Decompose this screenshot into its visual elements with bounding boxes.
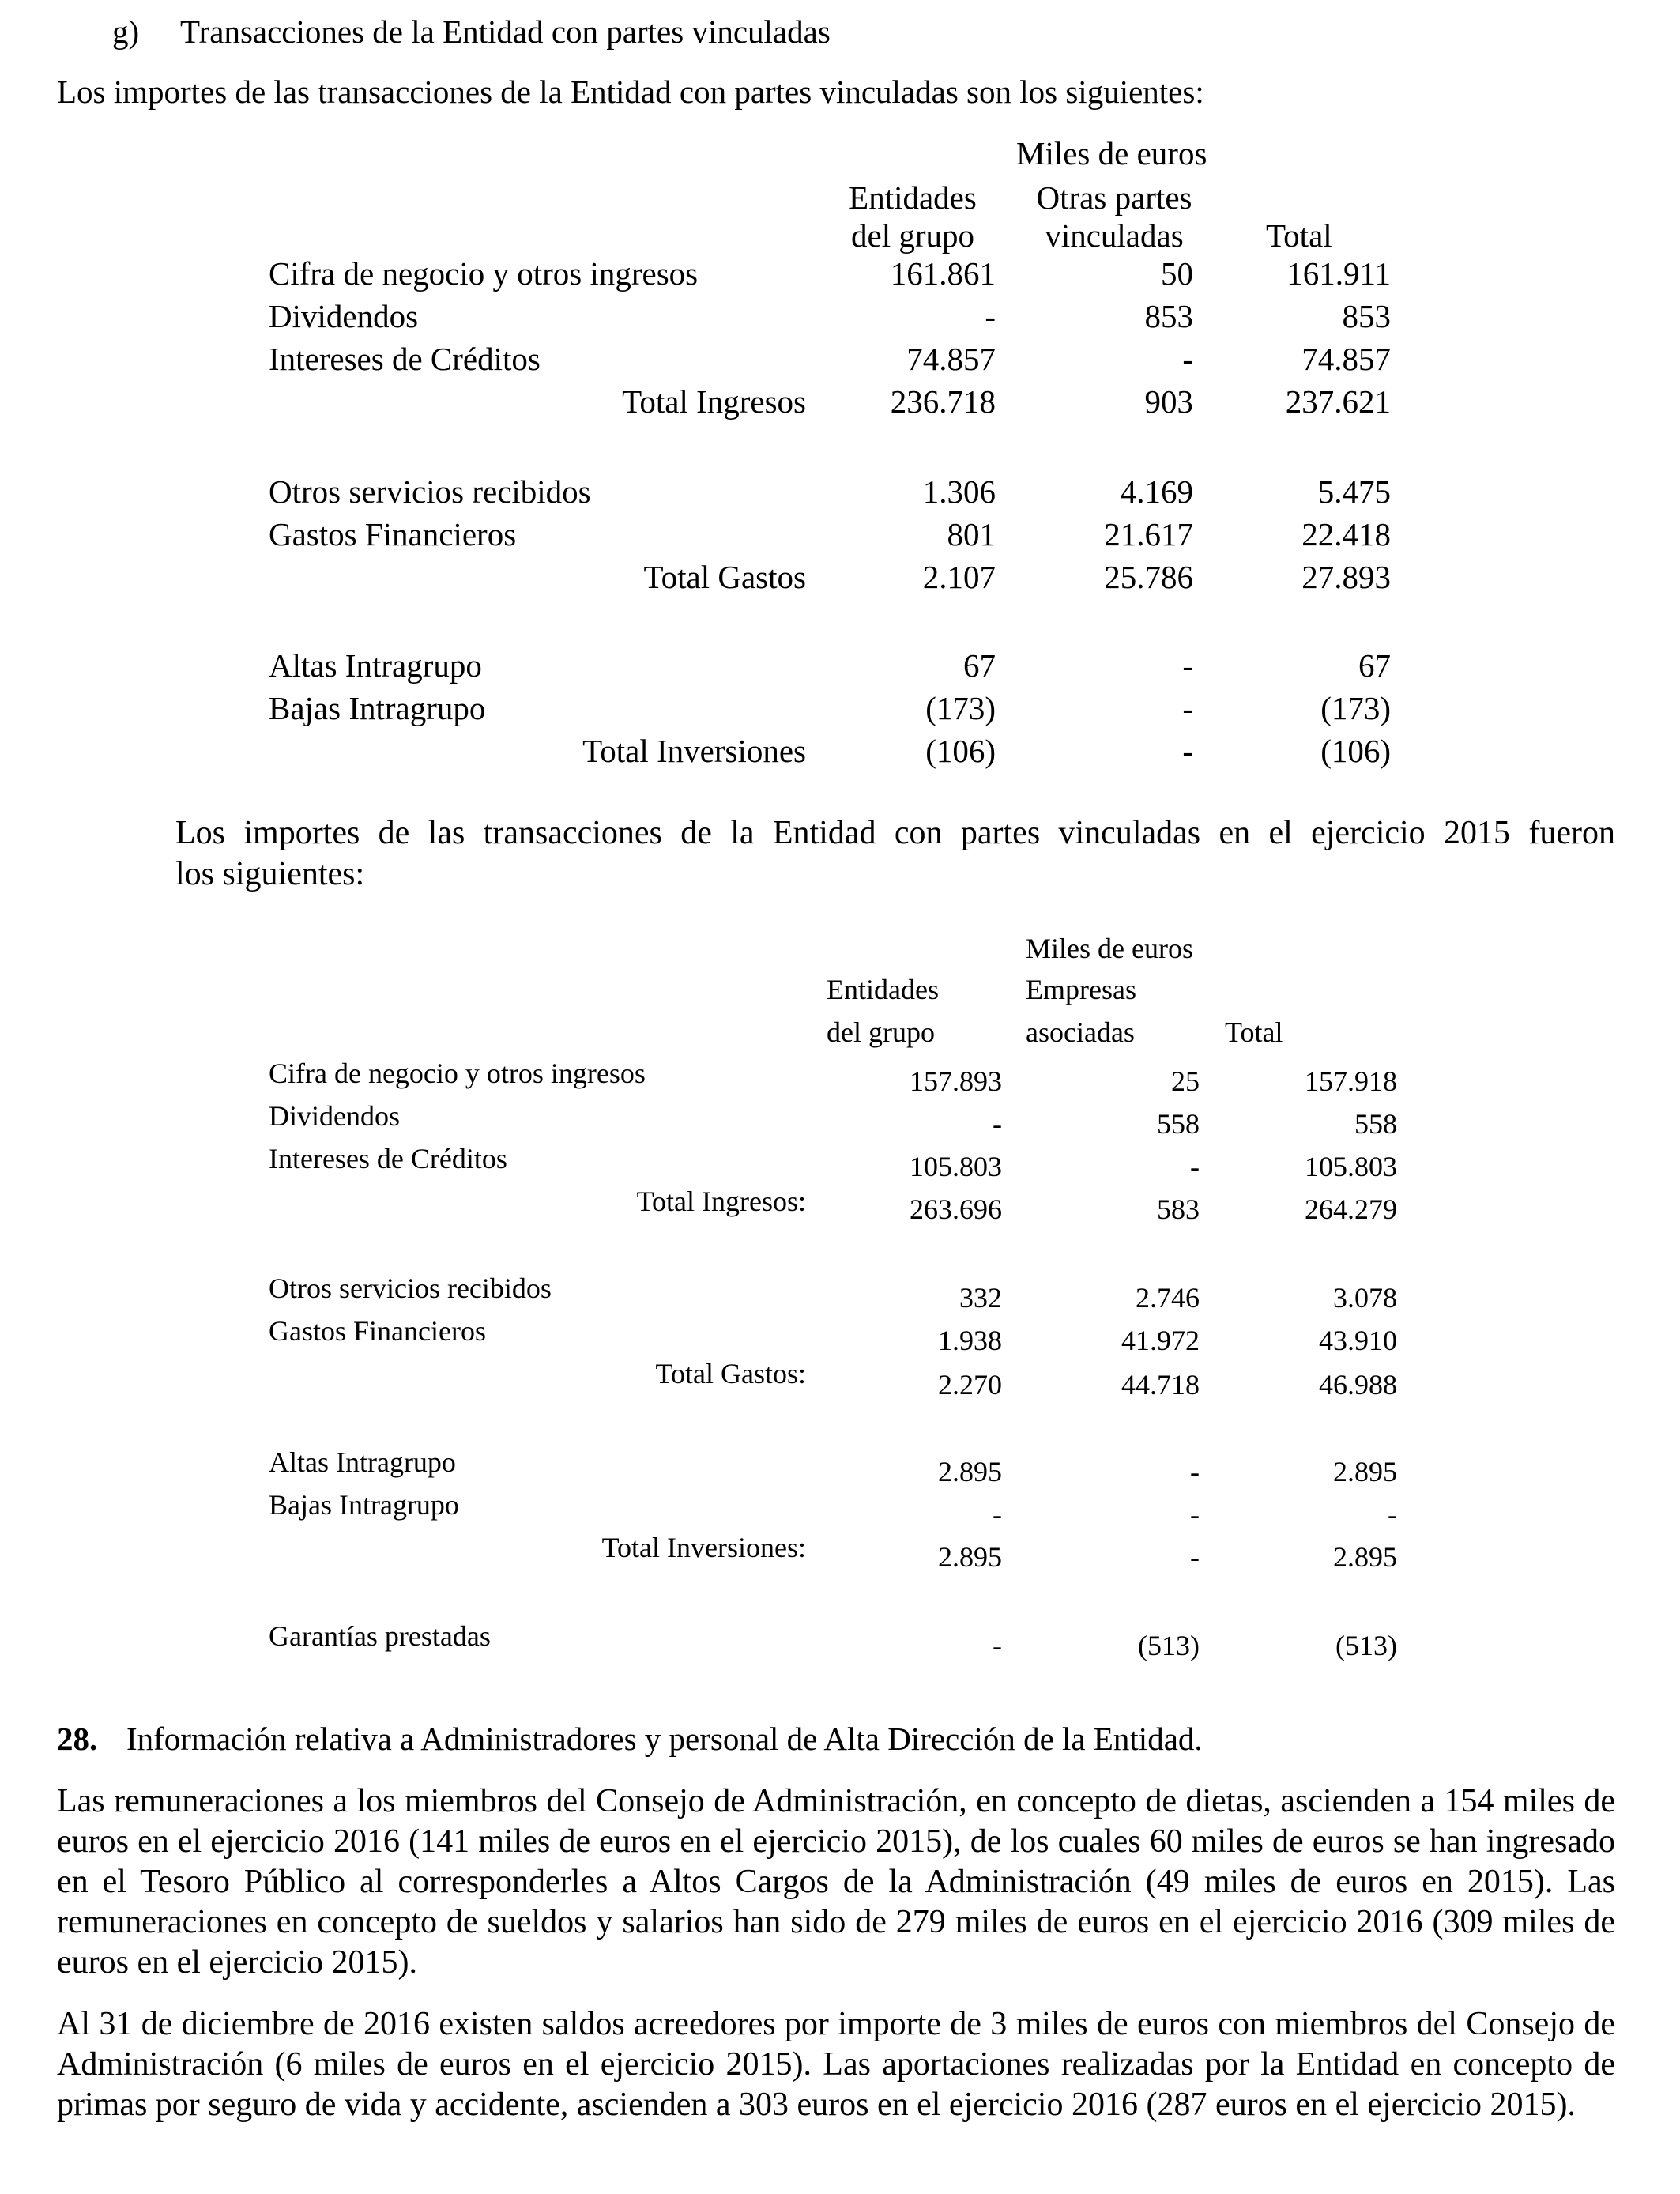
table-2016-row-label: Intereses de Créditos <box>269 341 541 377</box>
table-2016-cell: 161.911 <box>1286 255 1391 292</box>
table-2016-cell: 161.861 <box>890 255 996 292</box>
table-2015-cell: (513) <box>1335 1630 1397 1661</box>
section-g-intro: Los importes de las transacciones de la Entidad con partes vinculadas son los siguientes: <box>57 74 1204 110</box>
table-2015-cell: 332 <box>959 1282 1002 1314</box>
table-2016-cell: 74.857 <box>906 341 996 377</box>
table-2015-cell: - <box>993 1108 1002 1140</box>
section-28-title: Información relativa a Administradores y personal de Alta Dirección de la Entidad. <box>126 1721 1203 1757</box>
table-2016-col1-header-line1: Entidades <box>849 179 977 216</box>
table-2016-cell: 22.418 <box>1301 516 1391 552</box>
intro-2015-line2: los siguientes: <box>175 856 365 892</box>
table-2015-cell: 1.938 <box>938 1325 1002 1356</box>
table-2016-col2-header-line2: vinculadas <box>1045 217 1184 254</box>
table-2016-col1-header-line2: del grupo <box>851 217 974 254</box>
table-2015-cell: (513) <box>1138 1630 1200 1661</box>
table-2015-row-label: Bajas Intragrupo <box>269 1489 459 1521</box>
table-2015-cell: 2.895 <box>1333 1456 1397 1487</box>
table-2016-cell: - <box>985 298 996 334</box>
table-2015-cell: 583 <box>1157 1193 1200 1225</box>
table-2016-total-label: Total Gastos <box>643 559 806 595</box>
table-2016-total-label: Total Ingresos <box>622 383 806 420</box>
table-2015-row-label: Garantías prestadas <box>269 1620 491 1652</box>
table-2015-col2-header-line1: Empresas <box>1026 974 1136 1005</box>
table-2016-cell: 5.475 <box>1317 473 1391 510</box>
table-2015-cell: 263.696 <box>910 1193 1002 1225</box>
table-2016-cell: 853 <box>1342 298 1391 334</box>
table-2015-cell: 44.718 <box>1121 1369 1200 1400</box>
intro-2015-line1: Los importes de las transacciones de la Entidad con partes vinculadas en el ejercicio 2015 fueron <box>175 815 1615 851</box>
table-2016-col2-header-line1: Otras partes <box>1036 179 1192 216</box>
section-28-number: 28. <box>57 1721 98 1757</box>
table-2016-cell: 4.169 <box>1120 473 1193 510</box>
table-2016-cell: 74.857 <box>1301 341 1391 377</box>
table-2016-cell: 1.306 <box>922 473 996 510</box>
table-2015-col2-header-line2: asociadas <box>1026 1016 1135 1048</box>
table-2016-cell: 67 <box>1358 647 1391 684</box>
table-2015-cell: 558 <box>1157 1108 1200 1140</box>
table-2016-row-label: Otros servicios recibidos <box>269 473 591 510</box>
table-2016-cell: 903 <box>1144 383 1193 420</box>
section-28-paragraph-1: Las remuneraciones a los miembros del Consejo de Administración, en concepto de dietas, ascienden a 154 miles de euros en el ejercicio 2016 (141 miles de euros en el ejercicio 2015), de los cuales 60 miles de euros se han ingresado en el Tesoro Público al corresponderles a Altos Cargos de la Administración (49 miles de euros en 2015). Las remuneraciones en concepto de sueldos y salarios han sido de 279 miles de euros en el ejercicio 2016 (309 miles de euros en el ejercicio 2015). <box>57 1783 1615 1981</box>
table-2016-cell: 27.893 <box>1301 559 1391 595</box>
table-2016-cell: - <box>1182 341 1193 377</box>
table-2016-row-label: Gastos Financieros <box>269 516 517 552</box>
table-2015-total-label: Total Gastos: <box>655 1358 806 1389</box>
table-2015-row-label: Altas Intragrupo <box>269 1446 456 1478</box>
table-2015-cell: 157.918 <box>1305 1065 1397 1097</box>
table-2016-cell: 67 <box>963 647 996 684</box>
table-2016-unit-header: Miles de euros <box>1016 135 1207 172</box>
table-2015-cell: - <box>993 1498 1002 1530</box>
table-2016-cell: 801 <box>947 516 996 552</box>
table-2015-cell: 2.746 <box>1136 1282 1200 1314</box>
table-2016-row-label: Bajas Intragrupo <box>269 690 486 726</box>
section-g-label: g) <box>112 13 140 50</box>
table-2016-cell: 853 <box>1144 298 1193 334</box>
table-2016-cell: (106) <box>1320 733 1391 769</box>
table-2015-cell: 25 <box>1171 1065 1200 1097</box>
table-2015-cell: 2.895 <box>938 1541 1002 1573</box>
table-2015-col1-header-line1: Entidades <box>827 974 939 1005</box>
table-2015-cell: 264.279 <box>1305 1193 1397 1225</box>
table-2015-cell: 105.803 <box>1305 1151 1397 1182</box>
table-2015-cell: - <box>1190 1151 1200 1182</box>
table-2015-cell: 3.078 <box>1333 1282 1397 1314</box>
table-2015-cell: 41.972 <box>1121 1325 1200 1356</box>
table-2015-row-label: Otros servicios recibidos <box>269 1272 552 1304</box>
table-2015-cell: 2.895 <box>1333 1541 1397 1573</box>
table-2015-row-label: Cifra de negocio y otros ingresos <box>269 1057 646 1089</box>
table-2016-cell: (106) <box>925 733 996 769</box>
table-2015-cell: 2.895 <box>938 1456 1002 1487</box>
table-2016-cell: 237.621 <box>1285 383 1391 420</box>
table-2015-cell: - <box>1190 1541 1200 1573</box>
table-2016-cell: - <box>1182 733 1193 769</box>
table-2016-cell: - <box>1182 647 1193 684</box>
table-2015-unit-header: Miles de euros <box>1026 933 1193 964</box>
section-g-title: Transacciones de la Entidad con partes vinculadas <box>180 13 831 50</box>
table-2016-row-label: Altas Intragrupo <box>269 647 482 684</box>
table-2015-total-label: Total Ingresos: <box>636 1186 806 1217</box>
table-2015-row-label: Intereses de Créditos <box>269 1143 507 1174</box>
table-2015-cell: - <box>1190 1498 1200 1530</box>
table-2016-cell: 236.718 <box>890 383 996 420</box>
table-2015-cell: 558 <box>1354 1108 1397 1140</box>
table-2015-cell: 43.910 <box>1319 1325 1397 1356</box>
table-2016-cell: 25.786 <box>1104 559 1193 595</box>
table-2016-row-label: Cifra de negocio y otros ingresos <box>269 255 699 292</box>
table-2015-cell: - <box>1190 1456 1200 1487</box>
table-2015-col3-header: Total <box>1225 1016 1283 1048</box>
table-2016-cell: (173) <box>925 690 996 726</box>
table-2016-row-label: Dividendos <box>269 298 419 334</box>
section-28-paragraph-2: Al 31 de diciembre de 2016 existen saldos acreedores por importe de 3 miles de euros con miembros del Consejo de Administración (6 miles de euros en el ejercicio 2015). Las aportaciones realizadas por la Entidad en concepto de primas por seguro de vida y accidente, ascienden a 303 euros en el ejercicio 2016 (287 euros en el ejercicio 2015). <box>57 2006 1615 2123</box>
table-2016-col3-header: Total <box>1266 217 1332 254</box>
table-2015-row-label: Dividendos <box>269 1100 400 1132</box>
table-2016-cell: 50 <box>1161 255 1193 292</box>
table-2015-cell: 2.270 <box>938 1369 1002 1400</box>
table-2015-row-label: Gastos Financieros <box>269 1315 486 1347</box>
table-2016-cell: 2.107 <box>922 559 996 595</box>
table-2015-cell: 46.988 <box>1319 1369 1397 1400</box>
table-2015-cell: 105.803 <box>910 1151 1002 1182</box>
table-2016-cell: 21.617 <box>1104 516 1193 552</box>
table-2015-cell: 157.893 <box>910 1065 1002 1097</box>
table-2016-cell: - <box>1182 690 1193 726</box>
table-2015-total-label: Total Inversiones: <box>601 1532 806 1563</box>
table-2016-total-label: Total Inversiones <box>582 733 806 769</box>
table-2015-cell: - <box>1388 1498 1397 1530</box>
table-2015-col1-header-line2: del grupo <box>827 1016 935 1048</box>
table-2015-cell: - <box>993 1630 1002 1661</box>
table-2016-cell: (173) <box>1320 690 1391 726</box>
